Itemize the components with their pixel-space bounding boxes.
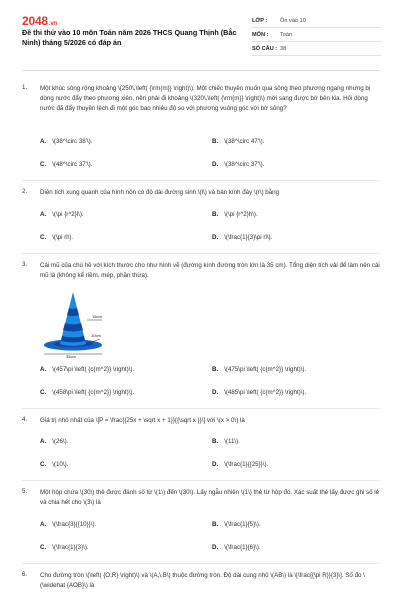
option-label: C. [40, 389, 47, 396]
question-text: Cái mũ của chú hề với kích thước cho như hình vẽ (đường kính đường tròn lớn là 35 cm). Tổng diện tích vải để làm nên cái mũ là (không kể riềm, mép, phần thừa). [40, 262, 380, 279]
meta-key: LỚP : [252, 17, 268, 24]
option-label: C. [40, 234, 47, 241]
option-label: A. [40, 521, 47, 528]
option-text: \(\frac{1}{5}\). [224, 521, 261, 528]
meta-value: 38 [280, 45, 287, 52]
option-label: A. [40, 138, 47, 145]
clown-hat-figure [42, 290, 108, 358]
option-b[interactable] [212, 210, 258, 220]
option-a[interactable] [40, 210, 84, 220]
option-text: \(475\pi \left( {c{m^2}} \right)\). [224, 366, 307, 373]
option-b[interactable] [212, 437, 240, 447]
meta-value: Ôn vào 10 [280, 17, 306, 24]
option-label: D. [212, 161, 219, 168]
option-d[interactable] [212, 233, 272, 243]
option-a[interactable] [40, 365, 134, 375]
option-text: \(26\). [52, 438, 69, 445]
option-label: B. [212, 211, 219, 218]
option-d[interactable] [212, 388, 306, 398]
option-text: \(\frac{1}{6}\). [224, 544, 261, 551]
option-text: \(\pi {r^2}l\). [52, 211, 84, 218]
option-label: B. [212, 521, 219, 528]
option-c[interactable] [40, 543, 89, 553]
option-a[interactable] [40, 520, 96, 530]
option-text: \(\pi rl\). [52, 234, 74, 241]
question-text: Diện tích xung quanh của hình nón có độ dài đường sinh \(l\) và bán kính đáy \(r\) bằng [40, 189, 280, 196]
question-separator [22, 563, 380, 564]
label-width: 10cm [91, 333, 101, 338]
question-separator [22, 253, 380, 254]
option-label: C. [40, 461, 47, 468]
label-base: 35cm [66, 354, 76, 358]
option-b[interactable] [212, 137, 264, 147]
hat-stripe [67, 308, 79, 316]
option-label: B. [212, 366, 219, 373]
option-d[interactable] [212, 160, 264, 170]
option-d[interactable] [212, 543, 261, 553]
option-label: D. [212, 234, 219, 241]
option-label: A. [40, 211, 47, 218]
option-label: A. [40, 438, 47, 445]
question-separator [22, 480, 380, 481]
meta-row-count [252, 42, 382, 56]
site-logo[interactable] [22, 14, 57, 28]
question-number: 1. [22, 84, 28, 91]
meta-row-class [252, 14, 382, 28]
question-text: Một hộp chứa \(30\) thẻ được đánh số từ \(1\) đến \(30\). Lấy ngẫu nhiên \(1\) thẻ từ hộp đó. Xác suất thẻ lấy được ghi số lẻ và chia hết cho \(3\) là [40, 489, 380, 506]
option-label: D. [212, 461, 219, 468]
option-label: B. [212, 138, 219, 145]
option-text: \(38^\circ 47'\). [224, 138, 265, 145]
option-d[interactable] [212, 460, 268, 470]
option-text: \(48^\circ 37'\). [52, 161, 93, 168]
question-text: Giá trị nhỏ nhất của \[P = \frac{{25x + \sqrt x + 1}}{{\sqrt x }}\] với \(x > 0\) là [40, 417, 245, 424]
option-b[interactable] [212, 520, 261, 530]
question-separator [22, 408, 380, 409]
option-label: C. [40, 161, 47, 168]
option-label: C. [40, 544, 47, 551]
option-a[interactable] [40, 137, 92, 147]
option-text: \(485\pi \left( {c{m^2}} \right)\). [224, 389, 307, 396]
option-label: D. [212, 389, 219, 396]
header-divider [22, 70, 380, 71]
option-c[interactable] [40, 388, 134, 398]
question-separator [22, 180, 380, 181]
question-number: 5. [22, 488, 28, 495]
question-number: 6. [22, 571, 28, 578]
meta-value: Toán [280, 31, 293, 38]
option-text: \(\frac{1}{3}\pi rl\). [224, 234, 273, 241]
option-c[interactable] [40, 233, 73, 243]
question-number: 4. [22, 416, 28, 423]
label-slant: 15cm [92, 314, 102, 319]
meta-row-subject [252, 28, 382, 42]
option-text: \(\frac{3}{{10}}\). [52, 521, 97, 528]
option-text: \(10\). [52, 461, 69, 468]
option-text: \(457\pi \left( {c{m^2}} \right)\). [52, 366, 135, 373]
option-c[interactable] [40, 160, 92, 170]
option-label: D. [212, 544, 219, 551]
option-c[interactable] [40, 460, 68, 470]
exam-title: Đề thi thử vào 10 môn Toán năm 2026 THCS Quang Thịnh (Bắc Ninh) tháng 5/2026 có đáp án [22, 28, 237, 47]
logo-text: 2048 [22, 14, 48, 28]
option-b[interactable] [212, 365, 306, 375]
option-text: \(\pi {r^2}h\). [224, 211, 258, 218]
option-a[interactable] [40, 437, 68, 447]
question-number: 2. [22, 188, 28, 195]
logo-suffix: .vn [48, 21, 57, 27]
meta-key: SỐ CÂU : [252, 45, 278, 52]
meta-key: MÔN : [252, 31, 269, 38]
option-label: B. [212, 438, 219, 445]
header [0, 0, 400, 64]
question-text: Một khúc sông rộng khoảng \(250\,\left( {\rm{m}} \right)\). Một chiếc thuyền muốn qua sông theo phương ngang nhưng bị dòng nước đẩy theo phương xiên, nên phải đi khoảng \(320\,\left( {\rm{m}} \right)\) mới sang được bờ bên kia. Hỏi dòng nước đã đẩy thuyền lệch đi một góc bao nhiêu độ so với phương vuông góc với bờ sông? [40, 85, 371, 112]
option-label: A. [40, 366, 47, 373]
option-text: \(38^\circ 38'\). [52, 138, 93, 145]
meta-table [252, 14, 382, 56]
option-text: \(\frac{1}{{25}}\). [224, 461, 269, 468]
option-text: \(11\). [224, 438, 240, 445]
question-number: 3. [22, 261, 28, 268]
option-text: \(458\pi \left( {c{m^2}} \right)\). [52, 389, 135, 396]
option-text: \(38^\circ 37'\). [224, 161, 265, 168]
question-text: Cho đường tròn \(\left( {O;R} \right)\) và \(A,\,B\) thuộc đường tròn. Độ dài cung nhỏ \(AB\) là \[\frac{{\pi R}}{3}\]. Số đo \(\widehat {AOB}\) là [40, 572, 365, 589]
option-text: \(\frac{1}{3}\). [52, 544, 89, 551]
